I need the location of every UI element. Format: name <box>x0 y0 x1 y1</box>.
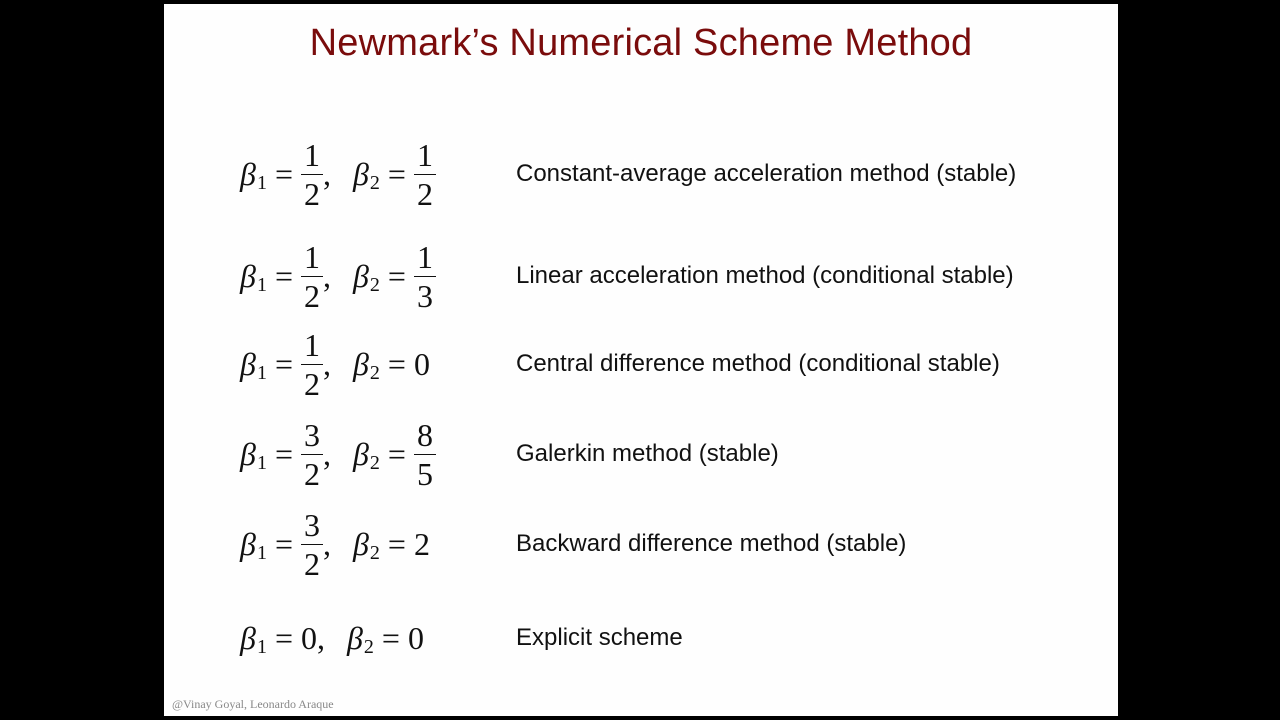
equals-sign: = <box>274 257 293 294</box>
scheme-formula <box>240 504 430 584</box>
beta-value: 2 <box>413 525 430 562</box>
scheme-description: Linear acceleration method (conditional stable) <box>516 262 1014 289</box>
comma-separator: , <box>322 435 331 472</box>
beta-subscript: 2 <box>369 273 380 296</box>
scheme-description: Central difference method (conditional stable) <box>516 350 1000 377</box>
fraction-numerator: 3 <box>301 419 323 455</box>
scheme-formula <box>240 414 436 494</box>
beta-symbol: β <box>352 525 369 562</box>
beta-symbol: β <box>352 257 369 294</box>
equals-sign: = <box>274 435 293 472</box>
slide-title: Newmark’s Numerical Scheme Method <box>309 22 973 64</box>
scheme-row <box>164 134 1118 214</box>
beta-value: 0 <box>413 345 430 382</box>
fraction <box>414 238 436 314</box>
beta-subscript: 2 <box>369 171 380 194</box>
beta-subscript: 2 <box>363 635 374 658</box>
beta-subscript: 1 <box>256 171 267 194</box>
beta-subscript: 2 <box>369 361 380 384</box>
scheme-row <box>164 414 1118 494</box>
beta-symbol: β <box>352 435 369 472</box>
beta-symbol: β <box>240 345 256 382</box>
fraction <box>301 326 323 402</box>
fraction <box>301 136 323 212</box>
equals-sign: = <box>274 155 293 192</box>
fraction <box>301 416 323 492</box>
fraction-numerator: 1 <box>301 329 323 365</box>
scheme-formula <box>240 134 436 214</box>
scheme-row <box>164 236 1118 316</box>
comma-separator: , <box>322 155 331 192</box>
fraction-denominator: 2 <box>416 175 433 212</box>
fraction-numerator: 1 <box>301 139 323 175</box>
beta-subscript: 1 <box>256 361 267 384</box>
fraction <box>414 136 436 212</box>
beta-symbol: β <box>352 155 369 192</box>
beta-symbol: β <box>240 435 256 472</box>
scheme-description: Backward difference method (stable) <box>516 530 907 557</box>
fraction-numerator: 1 <box>301 241 323 277</box>
beta-subscript: 1 <box>256 541 267 564</box>
beta-subscript: 1 <box>256 635 267 658</box>
beta-subscript: 2 <box>369 451 380 474</box>
scheme-row <box>164 324 1118 404</box>
fraction-denominator: 2 <box>303 455 320 492</box>
comma-separator: , <box>322 525 331 562</box>
fraction-numerator: 1 <box>414 241 436 277</box>
scheme-formula <box>240 236 436 316</box>
equals-sign: = <box>274 525 293 562</box>
beta-symbol: β <box>240 155 256 192</box>
scheme-description: Galerkin method (stable) <box>516 440 779 467</box>
scheme-description: Explicit scheme <box>516 624 683 651</box>
beta-subscript: 1 <box>256 451 267 474</box>
fraction <box>301 238 323 314</box>
equals-sign: = <box>387 435 406 472</box>
fraction-denominator: 5 <box>416 455 433 492</box>
equals-sign: = <box>387 257 406 294</box>
credit-text: @Vinay Goyal, Leonardo Araque <box>172 697 334 711</box>
equals-sign: = <box>381 619 400 656</box>
fraction-denominator: 3 <box>416 277 433 314</box>
slide <box>164 4 1118 716</box>
beta-value: 0 <box>407 619 424 656</box>
fraction <box>414 416 436 492</box>
fraction-denominator: 2 <box>303 277 320 314</box>
beta-symbol: β <box>240 619 256 656</box>
beta-symbol: β <box>352 345 369 382</box>
beta-symbol: β <box>240 257 256 294</box>
beta-subscript: 2 <box>369 541 380 564</box>
beta-subscript: 1 <box>256 273 267 296</box>
scheme-formula <box>240 324 430 404</box>
scheme-formula <box>240 598 424 678</box>
fraction-numerator: 8 <box>414 419 436 455</box>
fraction-numerator: 1 <box>414 139 436 175</box>
scheme-row <box>164 598 1118 678</box>
scheme-row <box>164 504 1118 584</box>
equals-sign: = <box>274 345 293 382</box>
equals-sign: = <box>387 345 406 382</box>
fraction-denominator: 2 <box>303 365 320 402</box>
beta-value: 0 <box>300 619 317 656</box>
equals-sign: = <box>387 525 406 562</box>
fraction <box>301 506 323 582</box>
fraction-numerator: 3 <box>301 509 323 545</box>
beta-symbol: β <box>346 619 363 656</box>
comma-separator: , <box>322 257 331 294</box>
comma-separator: , <box>316 619 325 656</box>
equals-sign: = <box>387 155 406 192</box>
beta-symbol: β <box>240 525 256 562</box>
fraction-denominator: 2 <box>303 545 320 582</box>
comma-separator: , <box>322 345 331 382</box>
fraction-denominator: 2 <box>303 175 320 212</box>
equals-sign: = <box>274 619 293 656</box>
scheme-description: Constant-average acceleration method (stable) <box>516 160 1017 187</box>
